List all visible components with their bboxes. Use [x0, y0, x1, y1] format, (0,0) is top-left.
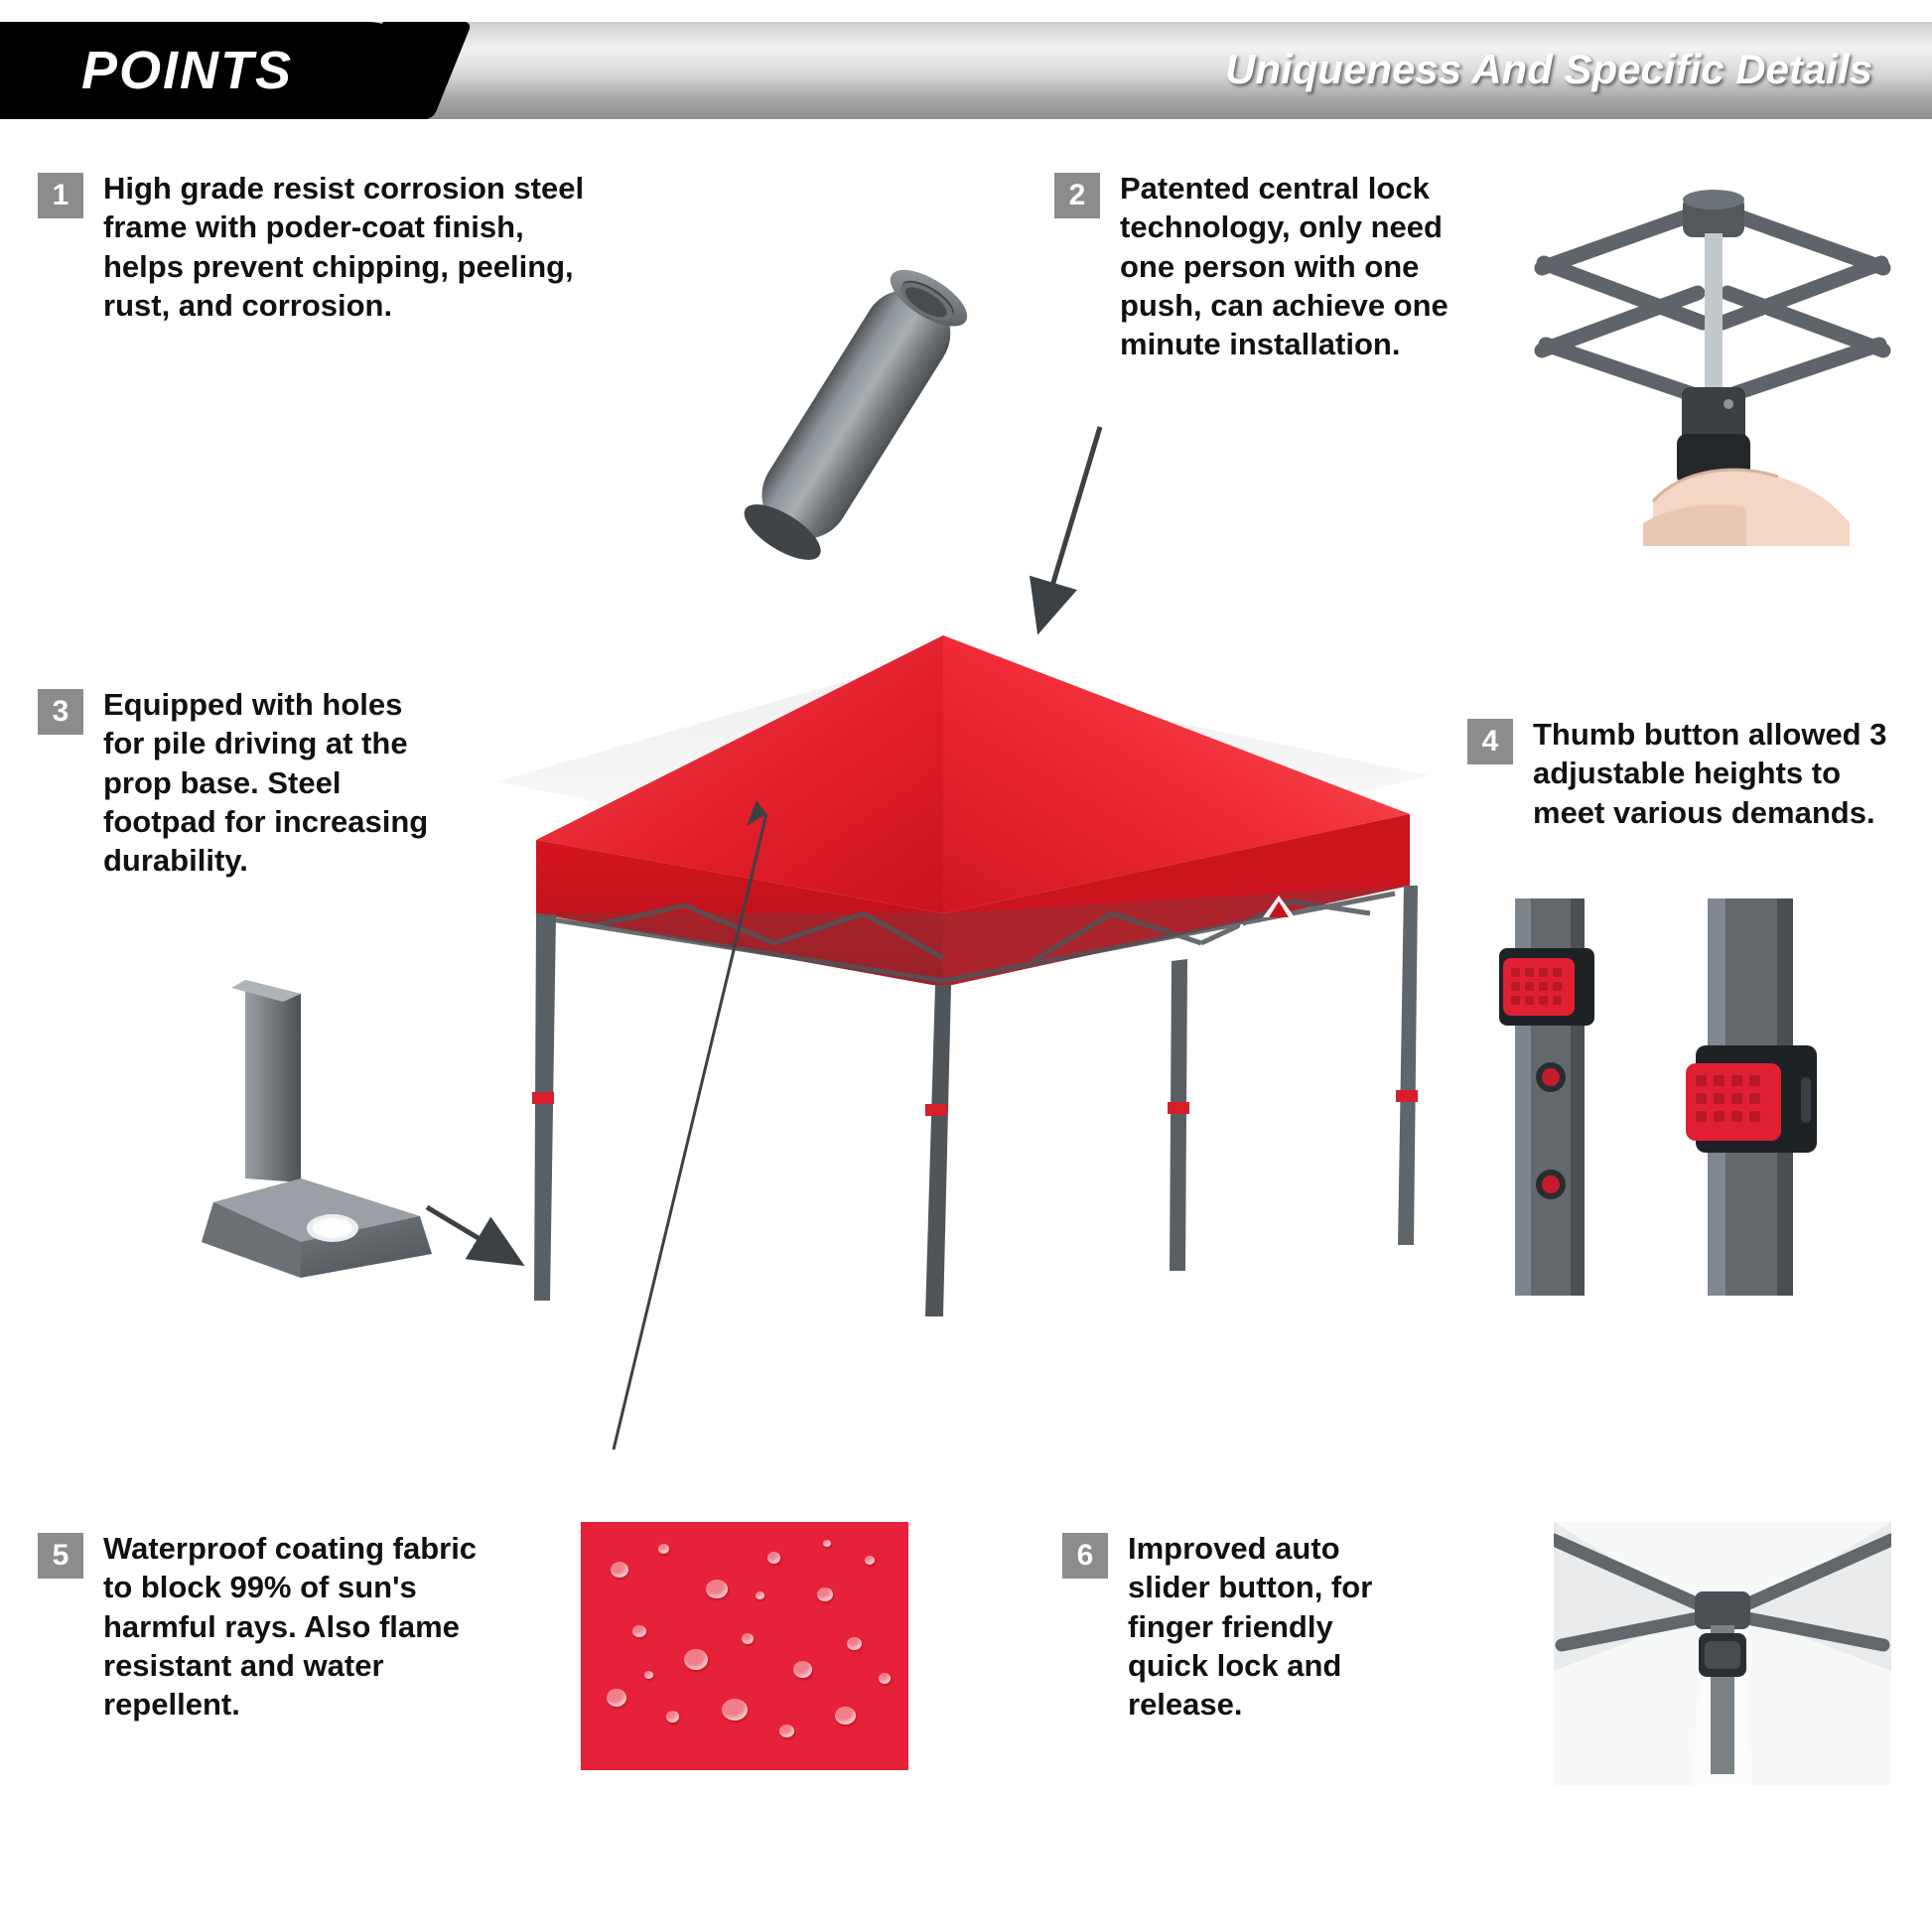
auto-slider-photo: [1554, 1522, 1891, 1785]
point-6-text: Improved auto slider button, for finger friendly quick lock and release.: [1128, 1531, 1373, 1723]
point-5: [38, 1529, 494, 1725]
steel-footpad-icon: [184, 968, 501, 1286]
header-subtitle: Uniqueness And Specific Details: [1225, 46, 1872, 92]
thumb-button-photo: [1459, 898, 1876, 1296]
canopy-tent-illustration: [477, 616, 1469, 1330]
point-1-text: High grade resist corrosion steel frame with poder-coat finish, helps prevent chipping, peeling, rust, and corrosion.: [103, 171, 585, 324]
point-6: [1062, 1529, 1420, 1725]
point-4-text: Thumb button allowed 3 adjustable heights to meet various demands.: [1533, 717, 1887, 830]
red-fabric-swatch: [581, 1522, 908, 1770]
svg-text:ABCCANOPY: ABCCANOPY: [1237, 921, 1320, 936]
point-4-badge: 4: [1467, 719, 1513, 764]
steel-tube-icon: [730, 256, 988, 564]
point-1: [38, 169, 594, 325]
point-3: [38, 685, 435, 881]
point-2-text: Patented central lock technology, only need one person with one push, can achieve one minute installation.: [1120, 171, 1449, 362]
point-2: [1054, 169, 1481, 364]
central-lock-photo: [1534, 174, 1891, 546]
point-4: [1467, 715, 1894, 832]
point-3-text: Equipped with holes for pile driving at the prop base. Steel footpad for increasing durability.: [103, 687, 429, 879]
header-bar: [0, 22, 1932, 119]
point-6-badge: 6: [1062, 1533, 1108, 1579]
point-5-badge: 5: [38, 1533, 83, 1579]
point-5-text: Waterproof coating fabric to block 99% of sun's harmful rays. Also flame resistant and water repellent.: [103, 1531, 478, 1723]
page-title: POINTS: [81, 41, 294, 100]
point-1-badge: 1: [38, 173, 83, 218]
point-2-badge: 2: [1054, 173, 1100, 218]
point-3-badge: 3: [38, 689, 83, 735]
